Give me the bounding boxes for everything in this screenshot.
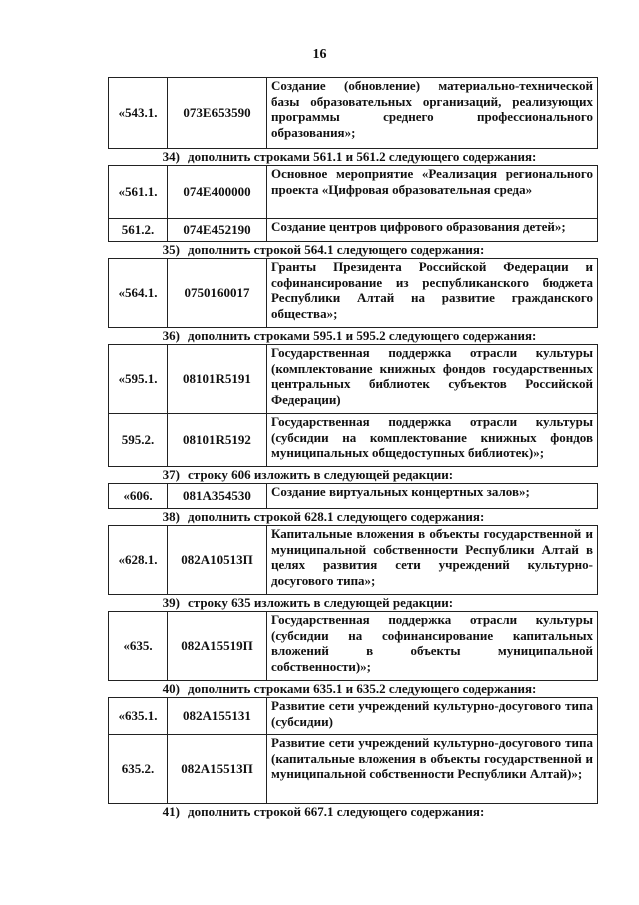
table-row bbox=[108, 413, 598, 467]
instruction-line bbox=[108, 242, 598, 257]
code-cell: 08101R5192 bbox=[168, 414, 267, 466]
table-row bbox=[108, 165, 598, 219]
row-number-cell: «564.1. bbox=[109, 259, 168, 327]
row-number-cell: «635.1. bbox=[109, 698, 168, 734]
code-cell: 082А155131 bbox=[168, 698, 267, 734]
instruction-text: дополнить строкой 628.1 следующего содержания: bbox=[188, 509, 485, 524]
instruction-text: строку 635 изложить в следующей редакции: bbox=[188, 595, 454, 610]
description-cell: Создание центров цифрового образования детей»; bbox=[271, 219, 566, 234]
row-number-cell: «635. bbox=[109, 612, 168, 680]
table-row bbox=[108, 258, 598, 328]
table-row bbox=[108, 734, 598, 804]
description-cell: Капитальные вложения в объекты государственной и муниципальной собственности Республики Алтай в целях развития сети учреждений культурно-досугового типа»; bbox=[271, 526, 593, 588]
instruction-text: дополнить строкой 564.1 следующего содержания: bbox=[188, 242, 485, 257]
instruction-text: дополнить строками 635.1 и 635.2 следующего содержания: bbox=[188, 681, 537, 696]
description-cell: Развитие сети учреждений культурно-досугового типа (капитальные вложения в объекты государственной и муниципальной собственности Республики Алтай)»; bbox=[271, 735, 593, 782]
row-number-cell: «606. bbox=[109, 484, 168, 508]
description-cell: Государственная поддержка отрасли культуры (субсидии на комплектование книжных фондов муниципальных общедоступных библиотек)»; bbox=[271, 414, 593, 461]
description-cell: Создание (обновление) материально-технической базы образовательных организаций, реализующих программы среднего профессионального образования»; bbox=[271, 78, 593, 140]
instruction-line bbox=[108, 595, 598, 610]
instruction-line bbox=[108, 467, 598, 482]
table-row bbox=[108, 218, 598, 242]
row-number-cell: «595.1. bbox=[109, 345, 168, 413]
description-cell: Создание виртуальных концертных залов»; bbox=[271, 484, 530, 499]
code-cell: 074Е452190 bbox=[168, 219, 267, 241]
instruction-line bbox=[108, 328, 598, 343]
row-number-cell: 635.2. bbox=[109, 735, 168, 803]
table-row bbox=[108, 344, 598, 414]
instruction-number: 39) bbox=[162, 595, 180, 610]
code-cell: 074Е400000 bbox=[168, 166, 267, 218]
instruction-line bbox=[108, 804, 598, 819]
description-cell: Основное мероприятие «Реализация регионального проекта «Цифровая образовательная среда» bbox=[271, 166, 593, 197]
instruction-line bbox=[108, 681, 598, 696]
table-row bbox=[108, 697, 598, 735]
table-row bbox=[108, 611, 598, 681]
row-number-cell: 595.2. bbox=[109, 414, 168, 466]
instruction-number: 41) bbox=[162, 804, 180, 819]
instruction-number: 34) bbox=[162, 149, 180, 164]
instruction-number: 35) bbox=[162, 242, 180, 257]
row-number-cell: «543.1. bbox=[109, 78, 168, 148]
description-cell: Государственная поддержка отрасли культуры (комплектование книжных фондов государственных центральных библиотек субъектов Российской Федерации) bbox=[271, 345, 593, 407]
code-cell: 081А354530 bbox=[168, 484, 267, 508]
description-cell: Гранты Президента Российской Федерации и софинансирование из республиканского бюджета Республики Алтай на развитие гражданского общества»; bbox=[271, 259, 593, 321]
instruction-text: дополнить строками 561.1 и 561.2 следующего содержания: bbox=[188, 149, 537, 164]
instruction-number: 38) bbox=[162, 509, 180, 524]
code-cell: 073Е653590 bbox=[168, 78, 267, 148]
table-row bbox=[108, 483, 598, 509]
code-cell: 082А15513П bbox=[168, 735, 267, 803]
code-cell: 08101R5191 bbox=[168, 345, 267, 413]
table-row bbox=[108, 525, 598, 595]
page-number: 16 bbox=[312, 47, 327, 62]
instruction-number: 37) bbox=[162, 467, 180, 482]
row-number-cell: 561.2. bbox=[109, 219, 168, 241]
instruction-line bbox=[108, 509, 598, 524]
code-cell: 082А15519П bbox=[168, 612, 267, 680]
table-row bbox=[108, 77, 598, 149]
instruction-line bbox=[108, 149, 598, 164]
code-cell: 0750160017 bbox=[168, 259, 267, 327]
document-body bbox=[108, 77, 598, 819]
instruction-number: 40) bbox=[162, 681, 180, 696]
description-cell: Развитие сети учреждений культурно-досугового типа (субсидии) bbox=[271, 698, 593, 729]
instruction-text: дополнить строками 595.1 и 595.2 следующего содержания: bbox=[188, 328, 537, 343]
row-number-cell: «628.1. bbox=[109, 526, 168, 594]
instruction-text: дополнить строкой 667.1 следующего содержания: bbox=[188, 804, 485, 819]
instruction-number: 36) bbox=[162, 328, 180, 343]
code-cell: 082А10513П bbox=[168, 526, 267, 594]
row-number-cell: «561.1. bbox=[109, 166, 168, 218]
instruction-text: строку 606 изложить в следующей редакции: bbox=[188, 467, 454, 482]
description-cell: Государственная поддержка отрасли культуры (субсидии на софинансирование капитальных вложений в объекты муниципальной собственности)»; bbox=[271, 612, 593, 674]
